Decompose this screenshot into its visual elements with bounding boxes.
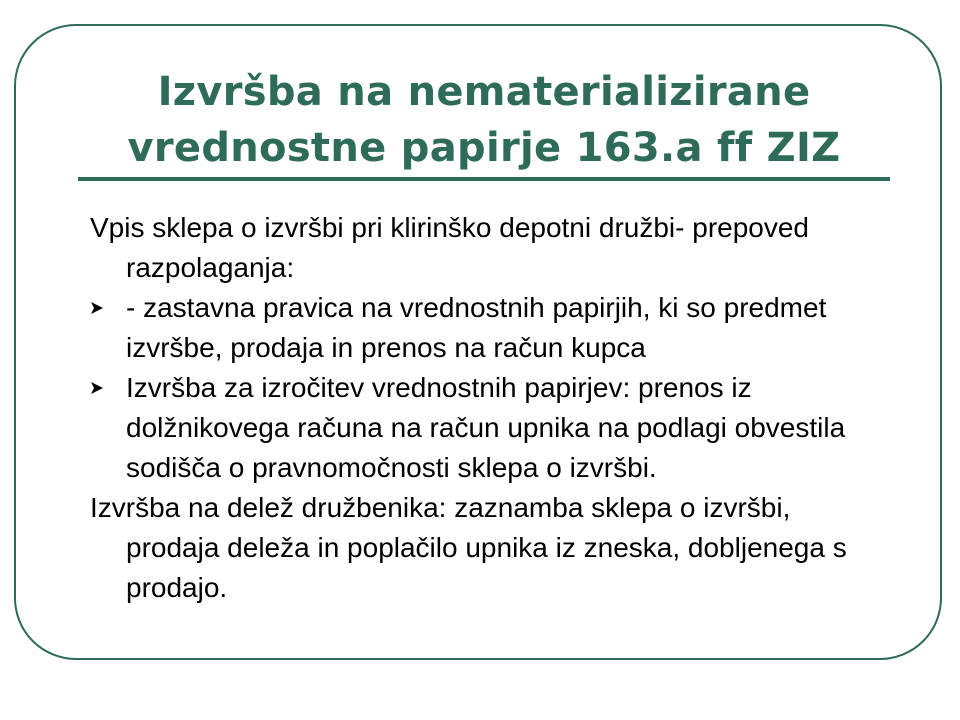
bullet-text: - zastavna pravica na vrednostnih papirjih, ki so predmet izvršbe, prodaja in prenos na račun kupca <box>126 292 827 363</box>
paragraph-delez-druzbenika: Izvršba na delež družbenika: zaznamba sklepa o izvršbi, prodaja deleža in poplačilo upnika iz zneska, dobljenega s prodajo. <box>90 492 847 603</box>
arrowhead-bullet-icon <box>90 301 104 315</box>
slide-title <box>64 64 904 176</box>
bullet-text: Izvršba za izročitev vrednostnih papirjev: prenos iz dolžnikovega računa na račun upnika na podlagi obvestila sodišča o pravnomočnosti sklepa o izvršbi. <box>126 372 846 483</box>
bullet-item-izrocitev <box>90 368 880 488</box>
slide-title-line-2: vrednostne papirje 163.a ff ZIZ <box>127 125 841 171</box>
arrowhead-bullet-icon <box>90 381 104 395</box>
slide-title-line-1: Izvršba na nematerializirane <box>157 69 811 115</box>
title-underline <box>78 177 890 181</box>
bullet-item-zastavna-pravica <box>90 288 880 368</box>
slide-body <box>90 208 880 608</box>
paragraph-vpis-sklepa: Vpis sklepa o izvršbi pri klirinško depotni družbi- prepoved razpolaganja: <box>90 212 810 283</box>
